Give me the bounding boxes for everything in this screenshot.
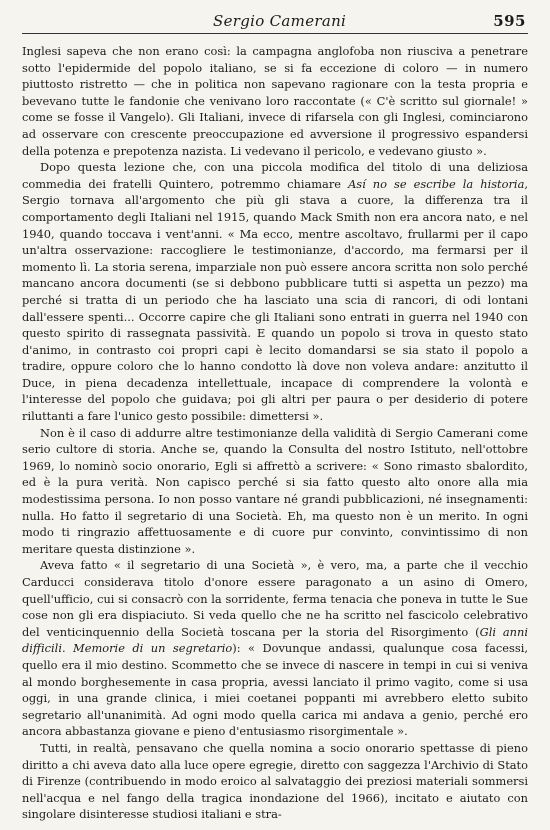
paragraph — [22, 159, 528, 425]
paragraph-text: Non è il caso di addurre altre testimonianze della validità di Sergio Camerani come serio cultore di storia. Anche se, quando la Consulta del nostro Istituto, nell'ottobre 1969, lo nominò socio onorario, Egli si affrettò a scrivere: « Sono rimasto sbalordito, ed è la pura verità. Non capisco perché si sia fatto questo alto onore alla mia modestissima persona. Io non posso vantare né grandi pubblicazioni, né insegnamenti: nulla. Ho fatto il segretario di una Società. Eh, ma questo non è un merito. In ogni modo ti ringrazio affettuosamente e di cuore pur convinto, convintissimo di non meritare questa distinzione ». — [22, 425, 528, 556]
paragraph-text: Dopo questa lezione che, con una piccola modifica del titolo di una deliziosa commedia dei fratelli Quintero, potremmo chiamare — [22, 160, 528, 191]
page-number: 595 — [493, 12, 526, 30]
running-header — [22, 12, 528, 34]
paragraph-text: Tutti, in realtà, pensavano che quella nomina a socio onorario spettasse di pieno diritto a chi aveva dato alla luce opere egregie, diretto con saggezza l'Archivio di Stato di Firenze (contribuendo in modo eroico al salvataggio dei preziosi materiali sommersi nell'acqua e nel fango della tragica inondazione del 1966), incitato e aiutato con singolare disinteresse studiosi italiani e stra- — [22, 740, 528, 822]
paragraph-text: Aveva fatto « il segretario di una Società », è vero, ma, a parte che il vecchio Carducci considerava titolo d'onore essere paragonato a un asino di Omero, quell'ufficio, cui si consacrò con la sorridente, ferma tenacia che poneva in tutte le Sue cose non gli era dispiaciuto. Si veda quello che ne ha scritto nel fascicolo celebrativo del venticinquennio della Società toscana per la storia del Risorgimento ( — [22, 558, 528, 639]
paragraph-text: , Sergio tornava all'argomento che più gli stava a cuore, la differenza tra il comportamento degli Italiani nel 1915, quando Mack Smith non era ancora nato, e nel 1940, quando toccava i vent'anni. « Ma ecco, mentre ascoltavo, frullarmi per il capo un'altra osservazione: raccogliere le testimonianze, d'accordo, ma fermarsi per il momento lì. La storia serena, imparziale non può essere ancora scritta non solo perché mancano ancora documenti (se si debbono pubblicare tutti si aspetta un pezzo) ma perché si tratta di un periodo che ha lasciato una scia di rancori, di odi lontani dall'essere spenti... Occorre capire che gli Italiani sono entrati in guerra nel 1940 con questo spirito di rassegnata passività. E quando un popolo si trova in questo stato d'animo, in contrasto coi propri capi è lecito domandarsi se sia stato il popolo a tradire, oppure coloro che lo hanno condotto là dove non voleva andare: anzitutto il Duce, in piena decadenza intellettuale, incapace di comprendere la volontà e l'interesse del popolo che guidava; poi gli altri per paura o per desiderio di potere riluttanti a fare l'unico gesto possibile: dimettersi ». — [22, 176, 528, 424]
paragraph — [22, 557, 528, 740]
italic-title-text: Así no se escribe la historia — [348, 176, 525, 191]
italic-title-text: Gli anni difficili. Memorie di un segretario — [22, 624, 528, 656]
paragraph — [22, 425, 528, 558]
paragraph — [22, 740, 528, 823]
running-head-author: Sergio Camerani — [213, 12, 347, 30]
paragraph — [22, 43, 528, 159]
paragraph-text: ): « Dovunque andassi, qualunque cosa facessi, quello era il mio destino. Scommetto che se invece di nascere in tempi in cui si veniva al mondo borghesemente in casa propria, avessi lanciato il primo vagito, come si usa oggi, in una grande clinica, i miei coetanei poppanti mi avrebbero eletto subito segretario all'unanimità. Ad ogni modo quella carica mi andava a genio, perché ero ancora abbastanza giovane e pieno d'entusiasmo risorgimentale ». — [22, 641, 528, 739]
paragraph-text: Inglesi sapeva che non erano così: la campagna anglofoba non riusciva a penetrare sotto l'epidermide del popolo italiano, se si fa eccezione di coloro — in numero piuttosto ristretto — che in politica non sapevano ragionare con la testa propria e bevevano tutte le fandonie che venivano loro raccontate (« C'è scritto sul giornale! » come se fosse il Vangelo). Gli Italiani, invece di rifarsela con gli Inglesi, cominciarono ad osservare con crescente preoccupazione ed avversione il progressivo espandersi della potenza e prepotenza nazista. Li vedevano il pericolo, e vedevano giusto ». — [22, 44, 528, 158]
body-text — [22, 43, 528, 823]
